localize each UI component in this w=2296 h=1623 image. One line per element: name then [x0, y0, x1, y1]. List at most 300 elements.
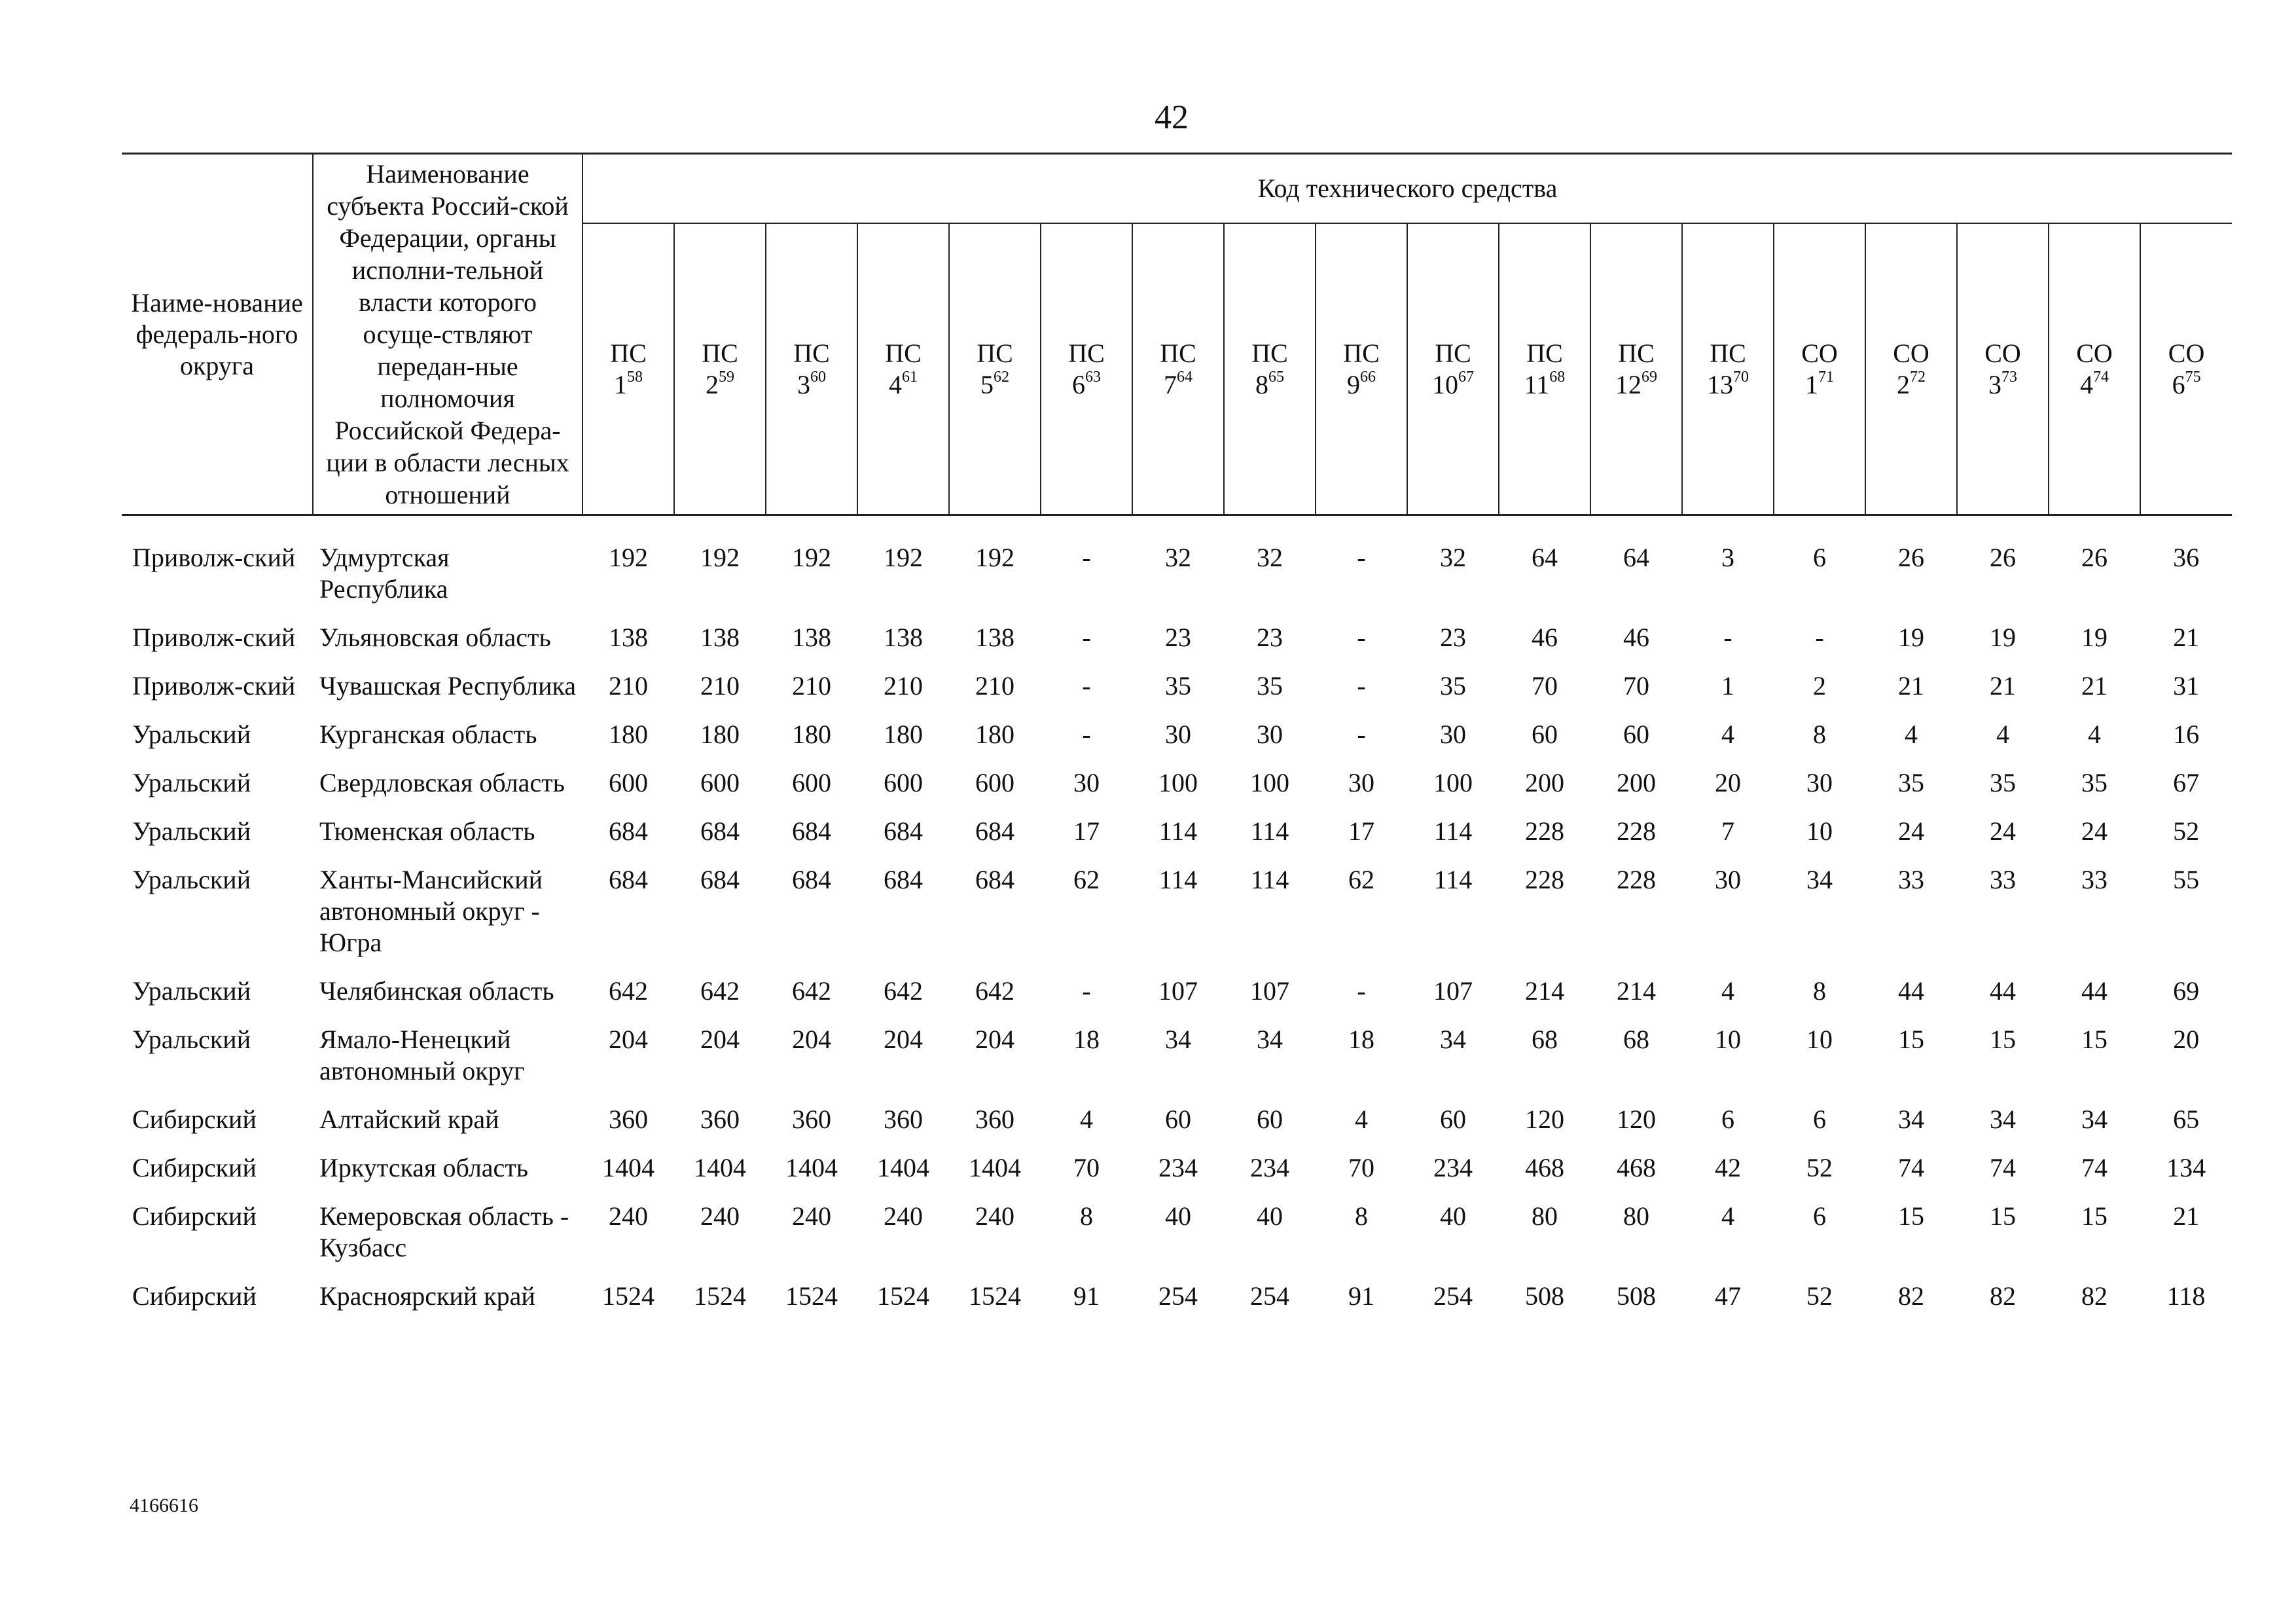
cell-value: 254: [1250, 1281, 1289, 1311]
cell-district: Приволж-ский: [132, 671, 296, 701]
cell-subject: Удмуртская Республика: [319, 543, 450, 604]
cell-value: 30: [1165, 720, 1191, 749]
table-header: [122, 154, 2232, 515]
cell-value: 35: [2081, 768, 2108, 797]
cell-value: 34: [1898, 1104, 1924, 1134]
cell-subject: Свердловская область: [319, 768, 565, 797]
cell-value: 24: [2081, 816, 2108, 846]
cell-value: 8: [1813, 720, 1826, 749]
cell-value: 91: [1348, 1281, 1374, 1311]
table-row: [122, 1272, 2232, 1321]
cell-value: 60: [1623, 720, 1649, 749]
cell-value: 15: [1898, 1201, 1924, 1231]
cell-value: -: [1357, 671, 1366, 701]
cell-value: 254: [1433, 1281, 1473, 1311]
allocation-table-container: [122, 153, 2232, 1321]
cell-value: -: [1082, 543, 1091, 572]
code-footnote-ref: 69: [1641, 368, 1657, 386]
code-number: [1958, 369, 2047, 401]
code-number: [1867, 369, 1956, 401]
cell-value: 684: [792, 816, 831, 846]
cell-value: 684: [884, 865, 923, 894]
code-footnote-ref: 72: [1910, 368, 1926, 386]
cell-value: 684: [609, 816, 648, 846]
table-row: [122, 515, 2232, 614]
cell-value: 44: [1990, 976, 2016, 1006]
code-footnote-ref: 71: [1818, 368, 1834, 386]
code-number: [2142, 369, 2231, 401]
cell-value: 114: [1433, 816, 1473, 846]
cell-value: 4: [1905, 720, 1918, 749]
cell-value: 69: [2173, 976, 2200, 1006]
cell-value: 600: [792, 768, 831, 797]
cell-value: 138: [884, 623, 923, 652]
code-number: [584, 369, 673, 401]
cell-value: 34: [1257, 1025, 1283, 1054]
cell-value: 600: [975, 768, 1014, 797]
header-code: [2140, 223, 2232, 515]
cell-value: 19: [2081, 623, 2108, 652]
cell-value: 18: [1073, 1025, 1100, 1054]
cell-value: 1404: [877, 1153, 929, 1182]
cell-value: 228: [1525, 816, 1564, 846]
code-number-value: 2: [706, 369, 719, 399]
code-footnote-ref: 68: [1549, 368, 1566, 386]
cell-value: 100: [1250, 768, 1289, 797]
header-district: [122, 154, 313, 515]
code-type: ПС: [1343, 338, 1380, 368]
cell-value: 138: [609, 623, 648, 652]
table-row: [122, 856, 2232, 967]
cell-value: 21: [1990, 671, 2016, 701]
cell-value: 204: [975, 1025, 1014, 1054]
cell-value: 21: [2173, 623, 2200, 652]
table-body: [122, 515, 2232, 1321]
cell-value: 210: [975, 671, 1014, 701]
cell-value: 60: [1532, 720, 1558, 749]
cell-value: 82: [1990, 1281, 2016, 1311]
cell-value: 10: [1715, 1025, 1741, 1054]
cell-subject: Ямало-Ненецкий автономный округ: [319, 1025, 525, 1085]
cell-value: 64: [1532, 543, 1558, 572]
cell-district: Приволж-ский: [132, 623, 296, 652]
table-row: [122, 1095, 2232, 1144]
cell-value: 21: [2081, 671, 2108, 701]
cell-subject: Челябинская область: [319, 976, 554, 1006]
code-number: [1775, 369, 1864, 401]
cell-value: 47: [1715, 1281, 1741, 1311]
cell-value: 4: [1080, 1104, 1093, 1134]
cell-subject: Ульяновская область: [319, 623, 551, 652]
cell-value: 16: [2173, 720, 2200, 749]
cell-value: -: [1815, 623, 1824, 652]
table-row: [122, 710, 2232, 759]
header-code: [1865, 223, 1957, 515]
table-row: [122, 967, 2232, 1015]
cell-value: 138: [700, 623, 740, 652]
cell-value: 1524: [785, 1281, 838, 1311]
cell-value: 120: [1617, 1104, 1656, 1134]
cell-value: 508: [1617, 1281, 1656, 1311]
cell-value: 15: [2081, 1201, 2108, 1231]
code-number: [675, 369, 764, 401]
cell-district: Уральский: [132, 816, 251, 846]
code-number-value: 5: [980, 369, 994, 399]
header-code: [1132, 223, 1224, 515]
cell-value: 23: [1257, 623, 1283, 652]
code-type: ПС: [610, 338, 647, 368]
code-footnote-ref: 70: [1733, 368, 1749, 386]
cell-value: 30: [1073, 768, 1100, 797]
cell-value: 60: [1257, 1104, 1283, 1134]
code-footnote-ref: 60: [810, 368, 826, 386]
code-number-value: 1: [614, 369, 627, 399]
cell-value: 31: [2173, 671, 2200, 701]
cell-value: 15: [1990, 1201, 2016, 1231]
cell-value: -: [1723, 623, 1732, 652]
cell-value: 34: [1165, 1025, 1191, 1054]
cell-value: 600: [700, 768, 740, 797]
cell-value: 214: [1525, 976, 1564, 1006]
cell-value: 42: [1715, 1153, 1741, 1182]
cell-value: 44: [2081, 976, 2108, 1006]
header-district-label: Наиме-нование федераль-ного округа: [131, 287, 303, 380]
document-id: 4166616: [130, 1495, 198, 1516]
cell-value: 34: [1440, 1025, 1466, 1054]
cell-value: 200: [1525, 768, 1564, 797]
cell-value: 23: [1165, 623, 1191, 652]
cell-value: 114: [1433, 865, 1473, 894]
code-type: ПС: [793, 338, 830, 368]
code-number: [1500, 369, 1589, 401]
cell-value: 204: [609, 1025, 648, 1054]
cell-value: 210: [792, 671, 831, 701]
cell-value: 180: [792, 720, 831, 749]
cell-value: 70: [1073, 1153, 1100, 1182]
cell-value: 240: [792, 1201, 831, 1231]
cell-value: 180: [884, 720, 923, 749]
cell-district: Уральский: [132, 976, 251, 1006]
cell-value: 234: [1250, 1153, 1289, 1182]
code-number-value: 4: [2080, 369, 2093, 399]
cell-value: 228: [1617, 816, 1656, 846]
code-number: [1225, 369, 1314, 401]
cell-value: 642: [700, 976, 740, 1006]
code-type: ПС: [1526, 338, 1563, 368]
cell-value: 200: [1617, 768, 1656, 797]
code-number-value: 12: [1615, 369, 1641, 399]
cell-value: 68: [1532, 1025, 1558, 1054]
cell-value: 21: [1898, 671, 1924, 701]
code-footnote-ref: 74: [2093, 368, 2109, 386]
header-code: [766, 223, 857, 515]
cell-value: 234: [1158, 1153, 1198, 1182]
cell-value: 33: [1898, 865, 1924, 894]
cell-value: 192: [609, 543, 648, 572]
cell-value: 204: [700, 1025, 740, 1054]
header-code: [1407, 223, 1499, 515]
cell-value: 1404: [969, 1153, 1021, 1182]
cell-value: 30: [1348, 768, 1374, 797]
cell-district: Уральский: [132, 720, 251, 749]
cell-value: -: [1357, 543, 1366, 572]
cell-value: 360: [792, 1104, 831, 1134]
cell-value: 4: [1996, 720, 2009, 749]
cell-value: 82: [2081, 1281, 2108, 1311]
cell-value: 204: [884, 1025, 923, 1054]
cell-value: 600: [884, 768, 923, 797]
cell-value: 26: [1990, 543, 2016, 572]
cell-value: 34: [1990, 1104, 2016, 1134]
cell-value: 360: [609, 1104, 648, 1134]
cell-value: 17: [1073, 816, 1100, 846]
cell-value: 600: [609, 768, 648, 797]
code-number: [859, 369, 948, 401]
code-footnote-ref: 64: [1177, 368, 1193, 386]
cell-subject: Алтайский край: [319, 1104, 499, 1134]
cell-value: 40: [1257, 1201, 1283, 1231]
cell-value: 1524: [694, 1281, 746, 1311]
table-row: [122, 1015, 2232, 1095]
cell-value: 10: [1806, 1025, 1833, 1054]
cell-value: 114: [1250, 865, 1289, 894]
cell-value: 4: [1721, 1201, 1734, 1231]
cell-value: 18: [1348, 1025, 1374, 1054]
header-code: [1774, 223, 1865, 515]
header-code: [1041, 223, 1132, 515]
cell-district: Сибирский: [132, 1281, 257, 1311]
cell-value: 15: [1898, 1025, 1924, 1054]
code-number: [1317, 369, 1406, 401]
cell-value: 114: [1158, 865, 1198, 894]
cell-value: 468: [1525, 1153, 1564, 1182]
cell-value: 240: [609, 1201, 648, 1231]
cell-value: 1404: [785, 1153, 838, 1182]
cell-value: 62: [1073, 865, 1100, 894]
cell-value: 114: [1250, 816, 1289, 846]
cell-value: 1524: [877, 1281, 929, 1311]
cell-value: -: [1082, 671, 1091, 701]
cell-subject: Чувашская Республика: [319, 671, 577, 701]
code-number-value: 3: [1988, 369, 2001, 399]
cell-value: 68: [1623, 1025, 1649, 1054]
cell-district: Приволж-ский: [132, 543, 296, 572]
cell-value: 33: [1990, 865, 2016, 894]
cell-value: 468: [1617, 1153, 1656, 1182]
code-type: ПС: [885, 338, 922, 368]
code-number: [1042, 369, 1131, 401]
header-subject-label: Наименование субъекта Россий-ской Федерации, органы исполни-тельной власти которого осуще-ствляют передан-ные полномочия Российской Федера-ции в области лесных отношений: [326, 159, 569, 509]
page-number: 42: [1155, 99, 1189, 136]
code-number-value: 2: [1897, 369, 1910, 399]
code-type: ПС: [1068, 338, 1105, 368]
cell-value: 234: [1433, 1153, 1473, 1182]
cell-value: 33: [2081, 865, 2108, 894]
cell-district: Уральский: [132, 768, 251, 797]
code-number-value: 9: [1347, 369, 1360, 399]
cell-value: 684: [975, 816, 1014, 846]
code-type: ПС: [1618, 338, 1655, 368]
cell-value: 52: [1806, 1281, 1833, 1311]
cell-value: 21: [2173, 1201, 2200, 1231]
cell-value: 20: [2173, 1025, 2200, 1054]
cell-value: 10: [1806, 816, 1833, 846]
cell-value: 180: [975, 720, 1014, 749]
cell-value: 214: [1617, 976, 1656, 1006]
table-row: [122, 613, 2232, 662]
cell-value: 32: [1440, 543, 1466, 572]
code-footnote-ref: 67: [1458, 368, 1474, 386]
cell-subject: Кемеровская область - Кузбасс: [319, 1201, 569, 1262]
header-code: [2049, 223, 2140, 515]
code-type: ПС: [977, 338, 1013, 368]
cell-value: 17: [1348, 816, 1374, 846]
cell-district: Уральский: [132, 865, 251, 894]
cell-value: 107: [1433, 976, 1473, 1006]
cell-value: 642: [609, 976, 648, 1006]
code-type: ПС: [702, 338, 738, 368]
cell-value: 8: [1080, 1201, 1093, 1231]
table-row: [122, 1144, 2232, 1192]
cell-value: 60: [1440, 1104, 1466, 1134]
header-code: [1957, 223, 2049, 515]
header-group-code: Код технического средства: [583, 154, 2232, 224]
cell-value: 118: [2166, 1281, 2206, 1311]
cell-value: 192: [884, 543, 923, 572]
cell-value: 2: [1813, 671, 1826, 701]
cell-value: 80: [1623, 1201, 1649, 1231]
cell-value: 210: [700, 671, 740, 701]
cell-value: 360: [884, 1104, 923, 1134]
code-type: СО: [2168, 338, 2205, 368]
cell-value: 1404: [602, 1153, 655, 1182]
cell-value: 74: [2081, 1153, 2108, 1182]
cell-value: 684: [792, 865, 831, 894]
code-footnote-ref: 66: [1360, 368, 1376, 386]
header-code: [1316, 223, 1407, 515]
cell-value: 36: [2173, 543, 2200, 572]
cell-value: 138: [792, 623, 831, 652]
cell-value: 67: [2173, 768, 2200, 797]
code-footnote-ref: 63: [1085, 368, 1101, 386]
code-type: ПС: [1160, 338, 1196, 368]
cell-value: 100: [1158, 768, 1198, 797]
cell-value: -: [1357, 720, 1366, 749]
cell-value: 30: [1806, 768, 1833, 797]
cell-value: 684: [700, 865, 740, 894]
header-code: [1590, 223, 1682, 515]
cell-value: 254: [1158, 1281, 1198, 1311]
code-number: [1683, 369, 1772, 401]
cell-value: 35: [1165, 671, 1191, 701]
cell-value: 34: [1806, 865, 1833, 894]
allocation-table: [122, 153, 2232, 1321]
code-number: [1134, 369, 1223, 401]
cell-value: 642: [884, 976, 923, 1006]
code-type: ПС: [1710, 338, 1746, 368]
cell-value: 360: [975, 1104, 1014, 1134]
cell-value: -: [1357, 623, 1366, 652]
cell-value: -: [1082, 976, 1091, 1006]
cell-value: 3: [1721, 543, 1734, 572]
cell-value: -: [1357, 976, 1366, 1006]
cell-value: 70: [1623, 671, 1649, 701]
code-number-value: 13: [1707, 369, 1733, 399]
code-number-value: 7: [1164, 369, 1177, 399]
cell-value: 65: [2173, 1104, 2200, 1134]
code-number-value: 1: [1805, 369, 1818, 399]
code-number-value: 11: [1524, 369, 1550, 399]
cell-value: 100: [1433, 768, 1473, 797]
cell-value: 138: [975, 623, 1014, 652]
code-footnote-ref: 58: [627, 368, 643, 386]
cell-value: 642: [792, 976, 831, 1006]
code-type: СО: [2076, 338, 2113, 368]
code-footnote-ref: 65: [1268, 368, 1284, 386]
cell-district: Сибирский: [132, 1201, 257, 1231]
cell-value: 60: [1165, 1104, 1191, 1134]
cell-value: 52: [1806, 1153, 1833, 1182]
cell-value: 62: [1348, 865, 1374, 894]
cell-value: 74: [1990, 1153, 2016, 1182]
cell-value: 24: [1990, 816, 2016, 846]
cell-value: 684: [884, 816, 923, 846]
cell-value: 1524: [969, 1281, 1021, 1311]
cell-value: 30: [1715, 865, 1741, 894]
cell-value: 91: [1073, 1281, 1100, 1311]
cell-value: 684: [609, 865, 648, 894]
cell-value: 4: [1721, 976, 1734, 1006]
header-code: [1682, 223, 1774, 515]
cell-value: 180: [700, 720, 740, 749]
cell-value: 15: [1990, 1025, 2016, 1054]
cell-value: 107: [1158, 976, 1198, 1006]
cell-value: 82: [1898, 1281, 1924, 1311]
cell-value: 240: [884, 1201, 923, 1231]
header-code: [857, 223, 949, 515]
cell-value: 192: [792, 543, 831, 572]
cell-value: 19: [1990, 623, 2016, 652]
code-number: [767, 369, 856, 401]
cell-value: 46: [1623, 623, 1649, 652]
cell-value: 4: [1721, 720, 1734, 749]
cell-value: 107: [1250, 976, 1289, 1006]
cell-value: 30: [1257, 720, 1283, 749]
cell-value: 44: [1898, 976, 1924, 1006]
code-type: СО: [1893, 338, 1929, 368]
table-row: [122, 662, 2232, 710]
cell-value: 240: [700, 1201, 740, 1231]
header-subject: [313, 154, 583, 515]
cell-value: 508: [1525, 1281, 1564, 1311]
cell-value: 1404: [694, 1153, 746, 1182]
header-code: [1499, 223, 1590, 515]
cell-value: 24: [1898, 816, 1924, 846]
cell-value: 46: [1532, 623, 1558, 652]
table-row: [122, 807, 2232, 856]
code-number-value: 3: [797, 369, 810, 399]
cell-value: 20: [1715, 768, 1741, 797]
cell-value: 35: [1440, 671, 1466, 701]
code-number: [1408, 369, 1498, 401]
cell-value: 70: [1348, 1153, 1374, 1182]
cell-value: 6: [1721, 1104, 1734, 1134]
cell-value: 6: [1813, 1201, 1826, 1231]
code-number-value: 10: [1432, 369, 1458, 399]
table-row: [122, 1192, 2232, 1272]
code-number: [2050, 369, 2139, 401]
cell-value: 80: [1532, 1201, 1558, 1231]
